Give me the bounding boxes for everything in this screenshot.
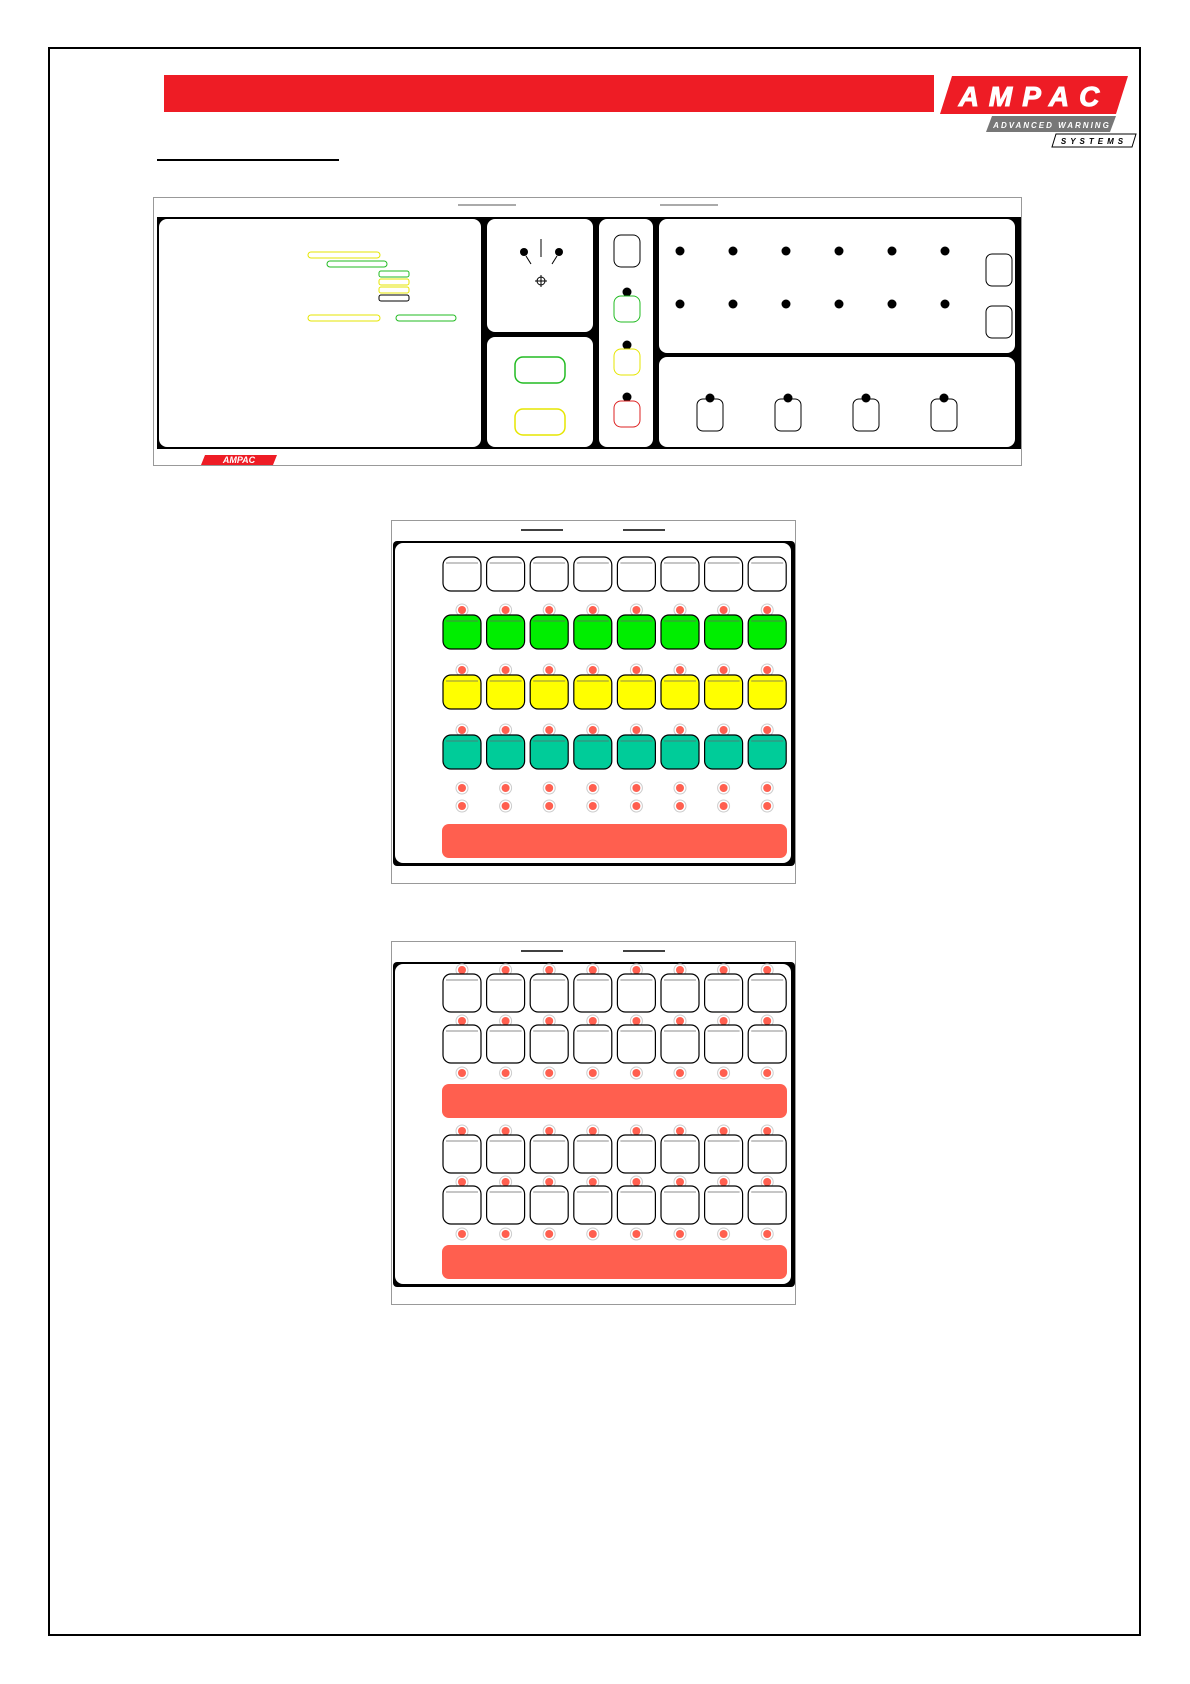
zone-button-green-1-body[interactable] — [443, 615, 481, 649]
zone-button-teal-8-body[interactable] — [748, 735, 786, 769]
zone-button-green-4-body[interactable] — [574, 615, 612, 649]
zone-button-white-3[interactable] — [530, 557, 568, 591]
switch-button-g2-r2-c4[interactable] — [574, 1186, 612, 1224]
switch-led-g2-r2-c4 — [589, 1178, 597, 1186]
switch-label-strip-bottom — [442, 1245, 787, 1279]
switch-button-g1-r2-c4[interactable] — [574, 1025, 612, 1063]
switch-button-g2-r1-c2[interactable] — [487, 1135, 525, 1173]
switch-led-g1-bottom-c1 — [458, 1069, 466, 1077]
zone-status-led-r2-c8 — [763, 802, 771, 810]
zone-button-yellow-4[interactable] — [574, 675, 612, 709]
switch-button-g1-r2-c1[interactable] — [443, 1025, 481, 1063]
zone-led-green-4 — [589, 606, 597, 614]
zone-led-yellow-5 — [632, 666, 640, 674]
switch-button-g2-r1-c4[interactable] — [574, 1135, 612, 1173]
main-led-r2-c4 — [835, 300, 844, 309]
zone-button-teal-5[interactable] — [617, 735, 655, 769]
zone-led-yellow-6 — [676, 666, 684, 674]
switch-button-g2-r1-c1[interactable] — [443, 1135, 481, 1173]
zone-status-led-r2-c5 — [632, 802, 640, 810]
zone-button-white-7-body[interactable] — [705, 557, 743, 591]
switch-button-g1-r2-c6[interactable] — [661, 1025, 699, 1063]
zone-status-led-r2-c7 — [720, 802, 728, 810]
switch-button-g2-r2-c7[interactable] — [705, 1186, 743, 1224]
indicator-button-yellow[interactable] — [614, 349, 640, 375]
zone-button-green-3[interactable] — [530, 615, 568, 649]
switch-button-g1-r1-c4[interactable] — [574, 974, 612, 1012]
switch-led-g2-r1-c3 — [545, 1127, 553, 1135]
switch-led-g1-r2-c8 — [763, 1017, 771, 1025]
switch-led-g2-r1-c5 — [632, 1127, 640, 1135]
relay-button-2[interactable] — [775, 399, 801, 431]
relay-led-3 — [862, 394, 871, 403]
zone-button-green-2[interactable] — [487, 615, 525, 649]
switch-button-g1-r1-c1[interactable] — [443, 974, 481, 1012]
switch-led-g1-r1-c8 — [763, 966, 771, 974]
main-led-r1-c3 — [782, 247, 791, 256]
zone-button-yellow-5-body[interactable] — [617, 675, 655, 709]
switch-led-g2-bottom-c3 — [545, 1230, 553, 1238]
switch-button-g1-r2-c8[interactable] — [748, 1025, 786, 1063]
key-led-left — [520, 248, 528, 256]
key-switch-section — [487, 219, 593, 332]
zone-button-yellow-4-body[interactable] — [574, 675, 612, 709]
switch-led-g1-r1-c3 — [545, 966, 553, 974]
switch-button-g2-r1-c8[interactable] — [748, 1135, 786, 1173]
display-green-bar-1 — [327, 261, 387, 267]
switch-led-g1-r2-c1 — [458, 1017, 466, 1025]
zone-button-teal-2-body[interactable] — [487, 735, 525, 769]
zone-button-green-2-body[interactable] — [487, 615, 525, 649]
zone-button-green-5-body[interactable] — [617, 615, 655, 649]
switch-button-g1-r1-c5[interactable] — [617, 974, 655, 1012]
switch-led-g2-r2-c7 — [720, 1178, 728, 1186]
switch-led-g1-bottom-c3 — [545, 1069, 553, 1077]
zone-button-yellow-3-body[interactable] — [530, 675, 568, 709]
zone-button-white-6[interactable] — [661, 557, 699, 591]
zone-button-green-4[interactable] — [574, 615, 612, 649]
led-section — [659, 219, 1015, 353]
zone-button-green-6-body[interactable] — [661, 615, 699, 649]
zone-button-green-7-body[interactable] — [705, 615, 743, 649]
zone-button-teal-2[interactable] — [487, 735, 525, 769]
switch-button-g1-r2-c2[interactable] — [487, 1025, 525, 1063]
zone-led-yellow-7 — [720, 666, 728, 674]
zone-button-white-7[interactable] — [705, 557, 743, 591]
zone-button-yellow-3[interactable] — [530, 675, 568, 709]
switch-button-g1-r1-c6[interactable] — [661, 974, 699, 1012]
zone-button-teal-3[interactable] — [530, 735, 568, 769]
zone-led-teal-5 — [632, 726, 640, 734]
zone-button-green-6[interactable] — [661, 615, 699, 649]
zone-button-white-4-body[interactable] — [574, 557, 612, 591]
zone-button-yellow-2[interactable] — [487, 675, 525, 709]
zone-button-teal-6[interactable] — [661, 735, 699, 769]
zone-button-teal-1[interactable] — [443, 735, 481, 769]
main-led-r1-c5 — [888, 247, 897, 256]
zone-status-led-r1-c8 — [763, 784, 771, 792]
switch-led-g1-r1-c7 — [720, 966, 728, 974]
zone-button-yellow-6-body[interactable] — [661, 675, 699, 709]
zone-led-yellow-8 — [763, 666, 771, 674]
switch-button-g1-r1-c3[interactable] — [530, 974, 568, 1012]
relay-led-1 — [706, 394, 715, 403]
zone-button-teal-4-body[interactable] — [574, 735, 612, 769]
zone-status-led-r1-c1 — [458, 784, 466, 792]
zone-led-teal-6 — [676, 726, 684, 734]
indicator-button-red[interactable] — [614, 401, 640, 427]
zone-led-yellow-3 — [545, 666, 553, 674]
switch-led-g1-r1-c2 — [502, 966, 510, 974]
switch-led-g2-bottom-c1 — [458, 1230, 466, 1238]
switch-led-g1-r2-c4 — [589, 1017, 597, 1025]
switch-button-g2-r2-c6[interactable] — [661, 1186, 699, 1224]
relay-button-3[interactable] — [853, 399, 879, 431]
display-green-bar-2 — [379, 271, 409, 277]
zone-led-teal-7 — [720, 726, 728, 734]
switch-label-strip-top — [442, 1084, 787, 1118]
zone-button-yellow-1-body[interactable] — [443, 675, 481, 709]
logo-tagline-2: SYSTEMS — [1060, 137, 1128, 146]
zone-button-teal-8[interactable] — [748, 735, 786, 769]
zone-status-led-r1-c5 — [632, 784, 640, 792]
switch-led-g2-bottom-c4 — [589, 1230, 597, 1238]
zone-button-teal-7-body[interactable] — [705, 735, 743, 769]
zone-status-led-r1-c7 — [720, 784, 728, 792]
switch-button-g1-r1-c2[interactable] — [487, 974, 525, 1012]
main-led-r2-c1 — [676, 300, 685, 309]
display-yellow-bar-2 — [379, 279, 409, 285]
switch-led-g1-bottom-c6 — [676, 1069, 684, 1077]
switch-button-g2-r2-c8[interactable] — [748, 1186, 786, 1224]
zone-button-green-5[interactable] — [617, 615, 655, 649]
zone-status-led-r2-c6 — [676, 802, 684, 810]
zone-button-teal-6-body[interactable] — [661, 735, 699, 769]
zone-button-white-1-body[interactable] — [443, 557, 481, 591]
relay-led-4 — [940, 394, 949, 403]
zone-status-led-r2-c4 — [589, 802, 597, 810]
switch-led-g1-bottom-c8 — [763, 1069, 771, 1077]
zone-button-white-2[interactable] — [487, 557, 525, 591]
switch-led-g1-bottom-c2 — [502, 1069, 510, 1077]
switch-led-g2-r2-c2 — [502, 1178, 510, 1186]
relay-button-1[interactable] — [697, 399, 723, 431]
zone-button-white-5[interactable] — [617, 557, 655, 591]
zone-status-led-r1-c4 — [589, 784, 597, 792]
zone-button-white-8[interactable] — [748, 557, 786, 591]
switch-button-g2-r2-c2[interactable] — [487, 1186, 525, 1224]
zone-led-teal-4 — [589, 726, 597, 734]
main-led-r1-c2 — [729, 247, 738, 256]
zone-label-strip — [442, 824, 787, 858]
main-control-panel — [153, 197, 1023, 467]
led-section-button-bottom[interactable] — [986, 306, 1012, 338]
small-logo-text: AMPAC — [222, 455, 256, 465]
switch-led-g1-r1-c4 — [589, 966, 597, 974]
indicator-led-red — [623, 393, 632, 402]
zone-status-led-r1-c2 — [502, 784, 510, 792]
zone-button-yellow-8[interactable] — [748, 675, 786, 709]
zone-button-green-8-body[interactable] — [748, 615, 786, 649]
switch-led-g1-r1-c1 — [458, 966, 466, 974]
switch-button-g1-r2-c7[interactable] — [705, 1025, 743, 1063]
zone-led-yellow-2 — [502, 666, 510, 674]
zone-button-yellow-2-body[interactable] — [487, 675, 525, 709]
switch-led-g2-r2-c8 — [763, 1178, 771, 1186]
switch-button-g2-r2-c1[interactable] — [443, 1186, 481, 1224]
zone-button-white-5-body[interactable] — [617, 557, 655, 591]
zone-button-green-8[interactable] — [748, 615, 786, 649]
switch-button-g2-r1-c5[interactable] — [617, 1135, 655, 1173]
zone-button-yellow-8-body[interactable] — [748, 675, 786, 709]
zone-button-green-3-body[interactable] — [530, 615, 568, 649]
zone-led-teal-2 — [502, 726, 510, 734]
zone-led-green-6 — [676, 606, 684, 614]
switch-led-g1-r2-c6 — [676, 1017, 684, 1025]
zone-button-teal-3-body[interactable] — [530, 735, 568, 769]
switch-button-g1-r2-c3[interactable] — [530, 1025, 568, 1063]
switch-led-g2-r2-c5 — [632, 1178, 640, 1186]
logo-brand-text: AMPAC — [958, 81, 1110, 112]
zone-button-white-1[interactable] — [443, 557, 481, 591]
zone-status-led-r2-c2 — [502, 802, 510, 810]
zone-button-white-6-body[interactable] — [661, 557, 699, 591]
zone-button-yellow-7-body[interactable] — [705, 675, 743, 709]
display-green-bar-3 — [396, 315, 456, 321]
zone-led-green-8 — [763, 606, 771, 614]
display-yellow-bar-4 — [308, 315, 380, 321]
zone-led-green-7 — [720, 606, 728, 614]
header-red-band — [164, 75, 934, 112]
ampac-logo — [940, 74, 1140, 149]
switch-led-g1-r2-c3 — [545, 1017, 553, 1025]
zone-status-led-r2-c3 — [545, 802, 553, 810]
switch-led-g1-bottom-c7 — [720, 1069, 728, 1077]
switch-button-g1-r1-c8[interactable] — [748, 974, 786, 1012]
switch-led-g1-r2-c5 — [632, 1017, 640, 1025]
zone-status-led-r2-c1 — [458, 802, 466, 810]
switch-button-g2-r2-c5[interactable] — [617, 1186, 655, 1224]
zone-button-white-2-body[interactable] — [487, 557, 525, 591]
switch-led-g1-r1-c5 — [632, 966, 640, 974]
yellow-outline-button[interactable] — [515, 409, 565, 435]
zone-led-green-1 — [458, 606, 466, 614]
zone-button-teal-5-body[interactable] — [617, 735, 655, 769]
switch-led-g1-r2-c7 — [720, 1017, 728, 1025]
section-title-underline — [157, 159, 339, 161]
zone-button-teal-1-body[interactable] — [443, 735, 481, 769]
indicator-led-yellow — [623, 341, 632, 350]
switch-led-g1-r2-c2 — [502, 1017, 510, 1025]
main-led-r2-c3 — [782, 300, 791, 309]
zone-status-led-r1-c3 — [545, 784, 553, 792]
main-led-r2-c6 — [941, 300, 950, 309]
switch-led-g2-r1-c2 — [502, 1127, 510, 1135]
main-led-r1-c6 — [941, 247, 950, 256]
switch-led-g2-bottom-c8 — [763, 1230, 771, 1238]
green-outline-button[interactable] — [515, 357, 565, 383]
zone-led-yellow-1 — [458, 666, 466, 674]
zone-indicator-panel — [391, 520, 797, 885]
zone-led-teal-3 — [545, 726, 553, 734]
relay-led-2 — [784, 394, 793, 403]
switch-button-g1-r2-c5[interactable] — [617, 1025, 655, 1063]
zone-led-yellow-4 — [589, 666, 597, 674]
switch-button-g2-r1-c3[interactable] — [530, 1135, 568, 1173]
zone-status-led-r1-c6 — [676, 784, 684, 792]
logo-tagline-1: ADVANCED WARNING — [993, 121, 1111, 130]
switch-led-g2-bottom-c5 — [632, 1230, 640, 1238]
indicator-button-green[interactable] — [614, 296, 640, 322]
small-ampac-logo — [201, 455, 277, 465]
switch-led-g2-bottom-c7 — [720, 1230, 728, 1238]
zone-button-teal-7[interactable] — [705, 735, 743, 769]
led-section-button-top[interactable] — [986, 254, 1012, 286]
zone-button-white-3-body[interactable] — [530, 557, 568, 591]
zone-led-green-5 — [632, 606, 640, 614]
zone-led-green-3 — [545, 606, 553, 614]
zone-button-green-7[interactable] — [705, 615, 743, 649]
zone-button-white-4[interactable] — [574, 557, 612, 591]
display-black-bar — [379, 295, 409, 301]
zone-button-yellow-5[interactable] — [617, 675, 655, 709]
switch-button-g2-r2-c3[interactable] — [530, 1186, 568, 1224]
switch-led-g2-r1-c1 — [458, 1127, 466, 1135]
indicator-button-blank[interactable] — [614, 235, 640, 267]
switch-led-g2-r2-c3 — [545, 1178, 553, 1186]
key-led-right — [555, 248, 563, 256]
switch-led-g2-r1-c4 — [589, 1127, 597, 1135]
main-led-r2-c2 — [729, 300, 738, 309]
switch-button-g2-r1-c6[interactable] — [661, 1135, 699, 1173]
switch-led-g1-bottom-c5 — [632, 1069, 640, 1077]
switch-led-g1-r1-c6 — [676, 966, 684, 974]
zone-button-white-8-body[interactable] — [748, 557, 786, 591]
switch-led-g2-r2-c1 — [458, 1178, 466, 1186]
zone-button-yellow-7[interactable] — [705, 675, 743, 709]
zone-led-teal-1 — [458, 726, 466, 734]
zone-button-yellow-1[interactable] — [443, 675, 481, 709]
switch-led-g2-r1-c7 — [720, 1127, 728, 1135]
switch-led-g1-bottom-c4 — [589, 1069, 597, 1077]
zone-button-teal-4[interactable] — [574, 735, 612, 769]
main-led-r1-c4 — [835, 247, 844, 256]
display-yellow-bar-3 — [379, 287, 409, 293]
zone-button-green-1[interactable] — [443, 615, 481, 649]
zone-button-yellow-6[interactable] — [661, 675, 699, 709]
switch-led-g2-bottom-c2 — [502, 1230, 510, 1238]
switch-button-g2-r1-c7[interactable] — [705, 1135, 743, 1173]
indicator-led-green — [623, 288, 632, 297]
zone-led-green-2 — [502, 606, 510, 614]
display-yellow-bar-1 — [308, 252, 380, 258]
main-led-r1-c1 — [676, 247, 685, 256]
switch-led-g2-bottom-c6 — [676, 1230, 684, 1238]
zone-led-teal-8 — [763, 726, 771, 734]
switch-led-g2-r2-c6 — [676, 1178, 684, 1186]
switch-panel — [391, 941, 797, 1306]
switch-button-g1-r1-c7[interactable] — [705, 974, 743, 1012]
relay-button-4[interactable] — [931, 399, 957, 431]
switch-led-g2-r1-c6 — [676, 1127, 684, 1135]
switch-led-g2-r1-c8 — [763, 1127, 771, 1135]
main-led-r2-c5 — [888, 300, 897, 309]
